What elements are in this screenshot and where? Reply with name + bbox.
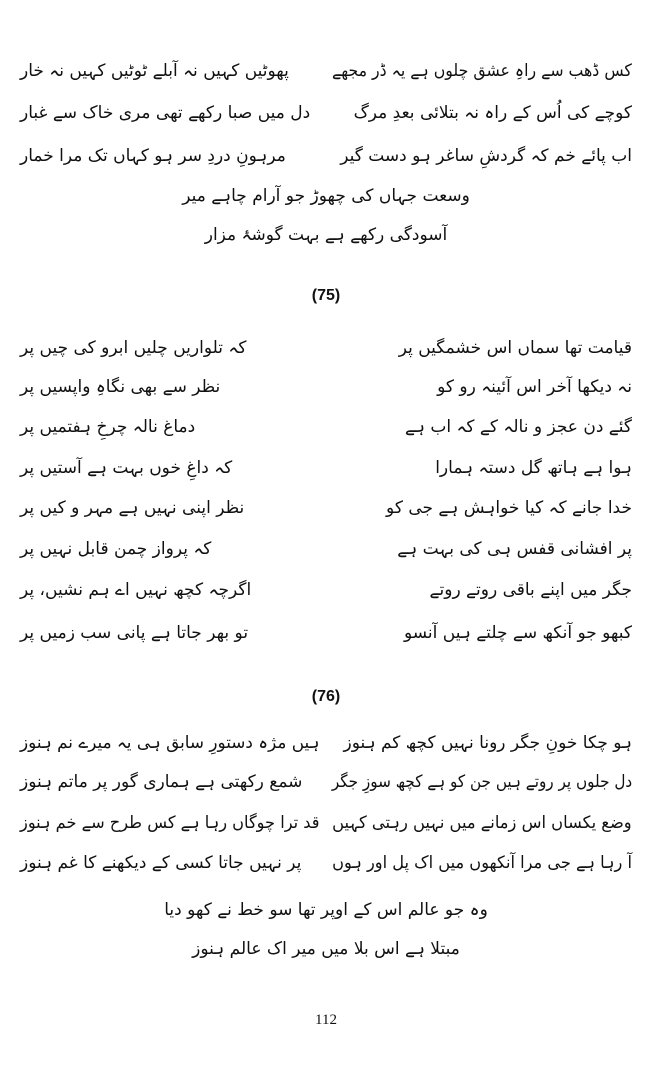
page-number: 112 bbox=[315, 1012, 337, 1028]
verse-right: وضع یکساں اس زمانے میں نہیں رہتی کہیں bbox=[332, 813, 632, 833]
verse-left: کہ تلواریں چلیں ابرو کی چیں پر bbox=[20, 338, 247, 358]
maqta-line-1: وسعت جہاں کی چھوڑ جو آرام چاہے میر bbox=[182, 186, 470, 206]
verse-left: تو بھر جاتا ہے پانی سب زمیں پر bbox=[20, 623, 249, 643]
verse-right: دل جلوں پر روتے ہیں جن کو ہے کچھ سوزِ جگر bbox=[331, 772, 632, 792]
maqta-line-2: آسودگی رکھے ہے بہت گوشۂ مزار bbox=[204, 225, 448, 245]
ghazal-number-75: (75) bbox=[311, 287, 341, 304]
verse-left: پر نہیں جاتا کسی کے دیکھنے کا غم ہنوز bbox=[20, 853, 302, 873]
verse-left: مرہونِ دردِ سر ہو کہاں تک مرا خمار bbox=[20, 146, 286, 166]
verse-left: قد ترا چوگاں رہا ہے کس طرح سے خم ہنوز bbox=[20, 813, 320, 833]
verse-right: جگر میں اپنے باقی روتے روتے bbox=[429, 580, 632, 600]
maqta-line-1: وہ جو عالم اس کے اوپر تھا سو خط نے کھو دیا bbox=[164, 900, 488, 920]
verse-right: اب پائے خم کہ گردشِ ساغر ہو دست گیر bbox=[340, 146, 632, 166]
verse-right: گئے دن عجز و نالہ کے کہ اب ہے bbox=[405, 417, 632, 437]
verse-right: پر افشانی قفس ہی کی بہت ہے bbox=[397, 539, 632, 559]
verse-left: اگرچہ کچھ نہیں اے ہم نشیں، پر bbox=[20, 580, 252, 600]
verse-right: خدا جانے کہ کیا خواہش ہے جی کو bbox=[386, 498, 632, 518]
verse-left: نظر سے بھی نگاہِ واپسیں پر bbox=[20, 377, 221, 397]
verse-right: قیامت تھا سماں اس خشمگیں پر bbox=[398, 338, 632, 358]
verse-right: کبھو جو آنکھ سے چلتے ہیں آنسو bbox=[403, 623, 632, 643]
verse-left: شمع رکھتی ہے ہماری گور پر ماتم ہنوز bbox=[20, 772, 303, 792]
verse-left: کہ پرواز چمن قابل نہیں پر bbox=[20, 539, 212, 559]
verse-right: ہوا ہے ہاتھ گل دستہ ہمارا bbox=[435, 458, 632, 478]
maqta-line-2: مبتلا ہے اس بلا میں میر اک عالم ہنوز bbox=[192, 939, 460, 959]
verse-right: نہ دیکھا آخر اس آئینہ رو کو bbox=[437, 377, 632, 397]
verse-left: دماغ نالہ چرخِ ہفتمیں پر bbox=[20, 417, 196, 437]
verse-right: کوچے کی اُس کے راہ نہ بتلائی بعدِ مرگ bbox=[353, 103, 632, 123]
verse-left: پھوٹیں کہیں نہ آبلے ٹوٹیں کہیں نہ خار bbox=[20, 61, 289, 81]
verse-right: کس ڈھب سے راہِ عشق چلوں ہے یہ ڈر مجھے bbox=[332, 61, 632, 81]
verse-left: کہ داغِ خوں بہت ہے آستیں پر bbox=[20, 458, 233, 478]
verse-left: دل میں صبا رکھے تھی مری خاک سے غبار bbox=[20, 103, 311, 123]
verse-right: آ رہا ہے جی مرا آنکھوں میں اک پل اور ہوں bbox=[332, 853, 632, 873]
verse-right: ہو چکا خونِ جگر رونا نہیں کچھ کم ہنوز bbox=[343, 733, 632, 753]
verse-left: نظر اپنی نہیں ہے مہر و کیں پر bbox=[20, 498, 245, 518]
ghazal-number-76: (76) bbox=[311, 688, 341, 705]
verse-left: ہیں مژہ دستورِ سابق ہی یہ میرے نم ہنوز bbox=[20, 733, 320, 753]
